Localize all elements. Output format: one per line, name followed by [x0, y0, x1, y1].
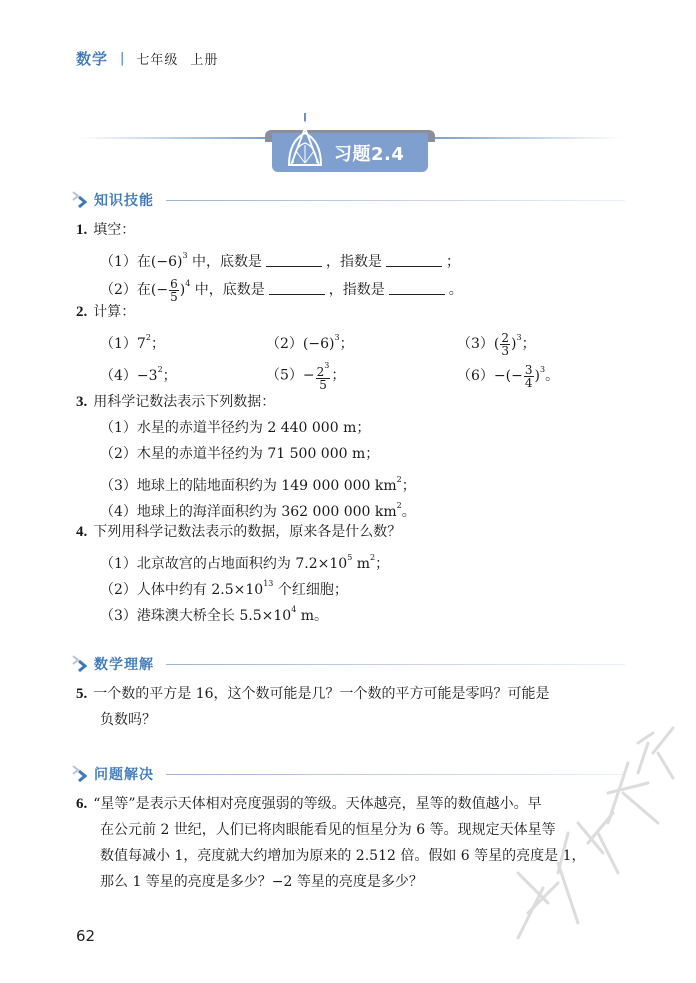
- exponent: 2: [396, 475, 402, 484]
- fill-blank-base[interactable]: [266, 253, 322, 267]
- exponent: 5: [347, 553, 353, 562]
- exponent: 4: [185, 279, 191, 288]
- problem-1-item-2: [100, 274, 463, 303]
- item-label: （4）: [100, 368, 137, 384]
- denominator: 4: [524, 375, 533, 390]
- item-label: （1）: [100, 254, 137, 270]
- item-text: 中，底数是: [187, 254, 263, 270]
- problem-number: 5.: [76, 686, 88, 702]
- item-text: m: [352, 556, 371, 572]
- item-text: 港珠澳大桥全长 5.5×10: [136, 608, 292, 624]
- problem-2-item-4: [100, 360, 177, 386]
- item-label: （4）: [100, 504, 137, 520]
- section-heading-skills: [70, 190, 625, 210]
- exponent: 3: [516, 333, 522, 342]
- problem-6-line-4: [100, 872, 423, 892]
- item-label: （3）: [100, 478, 137, 494]
- problem-number: 4.: [76, 524, 88, 540]
- problem-text: “星等”是表示天体相对亮度强弱的等级。天体越亮，星等的数值越小。早: [93, 796, 542, 812]
- item-punct: ；: [150, 336, 165, 352]
- exponent: 2: [396, 501, 402, 510]
- fraction: [500, 332, 510, 357]
- item-punct: ；: [401, 478, 416, 494]
- problem-2-item-3: [457, 328, 536, 357]
- problem-4-item-1: [100, 548, 389, 574]
- problem-stem-text: 用科学记数法表示下列数据：: [93, 394, 276, 410]
- banner-title: 习题2.4: [334, 144, 405, 165]
- fraction: [316, 360, 331, 391]
- problem-number: 1.: [76, 222, 88, 238]
- fraction: [524, 364, 534, 389]
- item-label: （2）: [100, 282, 137, 298]
- compass-protractor-icon: [285, 113, 325, 169]
- header-separator: |: [120, 51, 125, 66]
- numerator: [316, 360, 331, 379]
- problem-2-stem: [76, 302, 135, 322]
- problem-number: 2.: [76, 304, 88, 320]
- chevron-right-icon: [70, 190, 92, 210]
- denominator: 3: [501, 343, 510, 358]
- item-punct: ；: [331, 367, 346, 384]
- expr-text: ): [534, 368, 540, 384]
- item-punct: 。: [401, 504, 416, 520]
- exponent: 3: [182, 251, 188, 260]
- problem-text: 那么 1 等星的亮度是多少？−2 等星的亮度是多少？: [100, 874, 423, 890]
- expr-text: −: [302, 367, 315, 384]
- item-punct: ；: [521, 336, 536, 352]
- problem-4-item-2: [100, 574, 348, 600]
- exercise-banner: [272, 133, 428, 172]
- exponent: 13: [263, 579, 274, 588]
- problem-2-item-1: [100, 328, 165, 354]
- exponent: 3: [324, 361, 330, 370]
- exponent: 4: [291, 605, 297, 614]
- chevron-right-icon: [70, 654, 92, 674]
- problem-text: 负数吗？: [100, 712, 156, 728]
- section-label: 知识技能: [94, 193, 154, 209]
- item-text: m: [296, 608, 315, 624]
- problem-number: 3.: [76, 394, 88, 410]
- item-text: ，指数是: [326, 254, 383, 270]
- item-text: 地球上的陆地面积约为 149 000 000 km: [136, 478, 397, 494]
- problem-1-item-1: [100, 246, 460, 272]
- page-header: [76, 48, 218, 69]
- subject-label: 数学: [76, 50, 109, 68]
- problem-4-stem: [76, 522, 401, 542]
- banner-rule-right: [433, 137, 623, 139]
- item-text: 地球上的海洋面积约为 362 000 000 km: [136, 504, 397, 520]
- item-label: （1）: [100, 336, 137, 352]
- expr-text: −3: [136, 368, 158, 384]
- section-rule: [166, 200, 625, 201]
- grade-label: 七年级: [136, 53, 179, 68]
- problem-3-item-4: [100, 496, 416, 522]
- fill-blank-exponent[interactable]: [386, 253, 442, 267]
- exponent: 2: [370, 553, 376, 562]
- expr-text: (−6): [302, 336, 335, 352]
- item-label: （5）: [266, 367, 303, 384]
- fill-blank-base[interactable]: [269, 281, 325, 295]
- problem-2-item-5: [266, 360, 345, 391]
- item-label: （6）: [457, 368, 494, 384]
- denominator: 5: [170, 289, 178, 304]
- denominator: 5: [319, 378, 327, 392]
- page-number: 62: [76, 927, 96, 945]
- problem-stem-text: 计算：: [93, 304, 136, 320]
- section-heading-understanding: [70, 654, 625, 674]
- problem-5-line-1: [76, 684, 550, 704]
- item-label: （2）: [266, 336, 303, 352]
- expr-text: 在(−: [136, 282, 169, 298]
- item-text: 个红细胞: [273, 582, 334, 598]
- item-punct: ；: [333, 582, 348, 598]
- problem-3-item-2: [100, 444, 379, 464]
- item-label: （3）: [457, 336, 494, 352]
- item-label: （1）: [100, 556, 137, 572]
- exponent: 2: [145, 333, 151, 342]
- problem-5-line-2: [100, 710, 156, 730]
- publisher-watermark: [488, 723, 678, 943]
- problem-text: 一个数的平方是 16，这个数可能是几？一个数的平方可能是零吗？可能是: [93, 686, 550, 702]
- exponent: 3: [334, 333, 340, 342]
- section-label: 问题解决: [94, 767, 154, 783]
- fraction: [169, 278, 179, 303]
- volume-label: 上册: [190, 53, 219, 68]
- item-punct: 。: [314, 608, 329, 624]
- fill-blank-exponent[interactable]: [389, 281, 445, 295]
- item-punct: ；: [339, 336, 354, 352]
- banner-rule-left: [76, 137, 266, 139]
- exponent: 2: [157, 365, 163, 374]
- chevron-right-icon: [70, 764, 92, 784]
- item-text: ，指数是: [328, 282, 385, 298]
- item-punct: ；: [375, 556, 390, 572]
- item-label: （2）: [100, 446, 137, 462]
- problem-text: 在公元前 2 世纪，人们已将肉眼能看见的恒星分为 6 等。现规定天体星等: [100, 822, 556, 838]
- item-text: 北京故宫的占地面积约为 7.2×10: [136, 556, 348, 572]
- expr-text: ): [511, 336, 517, 352]
- item-label: （1）: [100, 420, 137, 436]
- problem-3-item-3: [100, 470, 416, 496]
- problem-number: 6.: [76, 796, 88, 812]
- expr-text: 7: [136, 336, 146, 352]
- item-text: 木星的赤道半径约为 71 500 000 m；: [136, 446, 380, 462]
- item-text: 人体中约有 2.5×10: [136, 582, 264, 598]
- problem-4-item-3: [100, 600, 328, 626]
- problem-text: 数值每减小 1，亮度就大约增加为原来的 2.512 倍。假如 6 等星的亮度是 1，: [100, 848, 586, 864]
- item-text: 中，底数是: [190, 282, 265, 298]
- item-punct: 。: [545, 368, 560, 384]
- item-punct: ；: [162, 368, 177, 384]
- item-text: 水星的赤道半径约为 2 440 000 m；: [136, 420, 371, 436]
- section-label: 数学理解: [94, 657, 154, 673]
- problem-stem-text: 填空：: [93, 222, 136, 238]
- expr-text: −(−: [493, 368, 523, 384]
- expr-text: (: [493, 336, 500, 352]
- item-label: （3）: [100, 608, 137, 624]
- item-punct: ；: [446, 254, 461, 270]
- problem-1-stem: [76, 220, 135, 240]
- expr-text: ): [179, 282, 186, 298]
- numerator-base: 2: [316, 365, 325, 379]
- section-rule: [166, 664, 625, 665]
- problem-3-item-1: [100, 418, 370, 438]
- numerator: 2: [501, 330, 510, 345]
- numerator: 6: [170, 276, 178, 291]
- item-punct: 。: [448, 282, 463, 298]
- item-label: （2）: [100, 582, 137, 598]
- problem-2-item-6: [457, 360, 559, 389]
- problem-2-item-2: [266, 328, 354, 354]
- problem-6-line-1: [76, 794, 542, 814]
- problem-stem-text: 下列用科学记数法表示的数据，原来各是什么数？: [93, 524, 402, 540]
- expr-text: 在(−6): [136, 254, 183, 270]
- problem-3-stem: [76, 392, 275, 412]
- exponent: 3: [539, 365, 546, 374]
- numerator: 3: [524, 362, 533, 377]
